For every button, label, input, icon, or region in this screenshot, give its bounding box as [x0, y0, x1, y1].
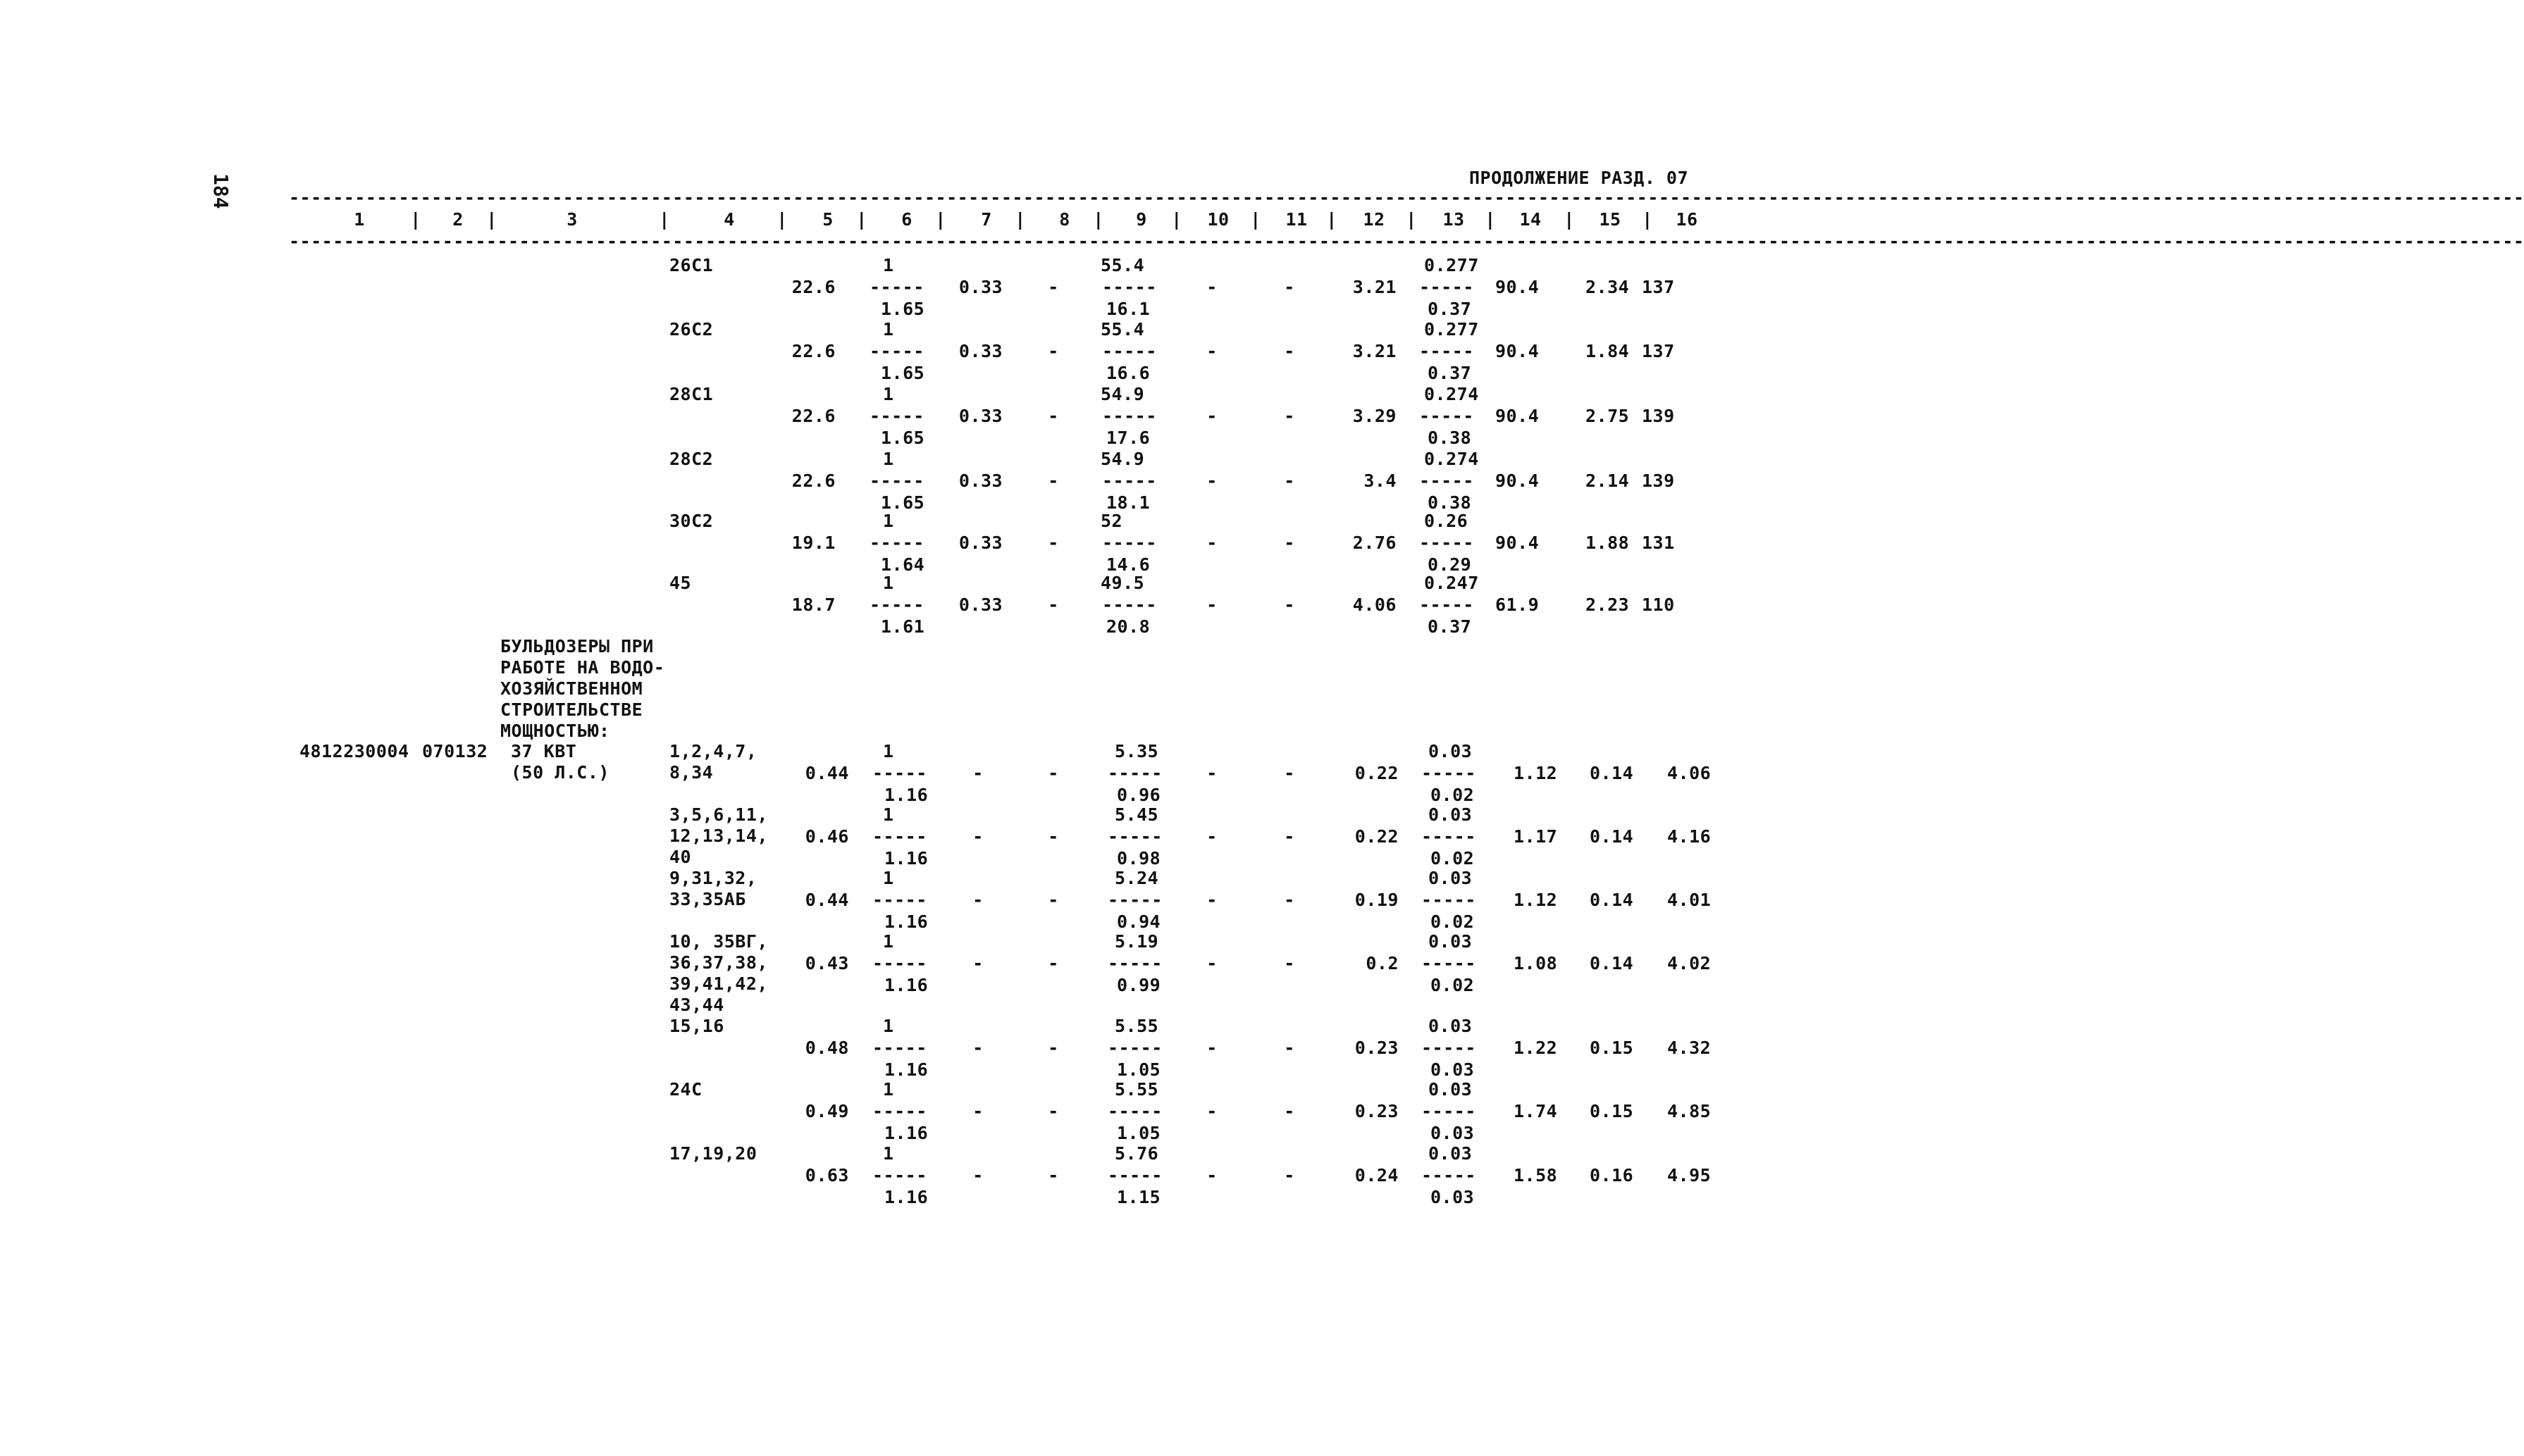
fraction-bar: ----- [1108, 826, 1163, 847]
row-code: 3,5,6,11, [669, 804, 768, 825]
cell-col-10: - [1206, 277, 1218, 297]
fraction-bar: ----- [1102, 595, 1157, 615]
cell-col-7: - [972, 1038, 984, 1058]
fraction-numerator: 0.277 [1424, 319, 1479, 340]
fraction-bar: ----- [872, 953, 927, 973]
cell-col-16: 139 [1642, 406, 1675, 426]
fraction-numerator: 5.55 [1115, 1079, 1159, 1100]
fraction-numerator: 5.24 [1115, 868, 1159, 888]
row-code: 28С1 [669, 384, 714, 404]
row-code: 9,31,32, [669, 868, 757, 888]
row-code: 28С2 [669, 449, 714, 469]
column-separator: | [1250, 209, 1261, 230]
fraction-bar: ----- [1102, 471, 1157, 491]
cell-col-8: - [1048, 890, 1059, 910]
row-code: 40 [669, 847, 692, 867]
fraction-denominator: 1.65 [881, 492, 925, 513]
cell-col-12: 3.4 [1363, 471, 1397, 491]
fraction-bar: ----- [870, 406, 924, 426]
cell-col-5: 0.63 [805, 1165, 849, 1186]
fraction-denominator: 0.03 [1430, 1059, 1475, 1080]
fraction-denominator: 20.8 [1106, 616, 1151, 637]
cell-col-12: 0.2 [1366, 953, 1399, 973]
column-separator: | [486, 209, 497, 230]
cell-col-10: - [1206, 953, 1218, 973]
cell-col-8: - [1048, 341, 1059, 361]
cell-col-7: - [972, 1165, 984, 1186]
column-separator: | [1015, 209, 1026, 230]
column-header-7: 7 [981, 209, 992, 230]
cell-col-12: 0.22 [1354, 763, 1399, 783]
fraction-bar: ----- [1419, 595, 1474, 615]
fraction-denominator: 0.99 [1117, 975, 1161, 995]
cell-col-14: 90.4 [1495, 341, 1540, 361]
fraction-denominator: 1.16 [884, 1123, 929, 1143]
cell-col-12: 3.21 [1352, 341, 1397, 361]
cell-col-14: 90.4 [1495, 471, 1540, 491]
fraction-numerator: 54.9 [1101, 449, 1145, 469]
fraction-bar: ----- [872, 1165, 927, 1186]
column-header-1: 1 [354, 209, 365, 230]
cell-col-14: 61.9 [1495, 595, 1540, 615]
fraction-bar: ----- [1421, 1038, 1476, 1058]
section-heading-line: СТРОИТЕЛЬСТВЕ [500, 699, 643, 720]
fraction-denominator: 1.16 [884, 1059, 929, 1080]
fraction-bar: ----- [1421, 1165, 1476, 1186]
fraction-numerator: 55.4 [1101, 319, 1145, 340]
cell-col-15: 2.14 [1585, 471, 1630, 491]
fraction-bar: ----- [870, 533, 924, 553]
cell-col-10: - [1206, 763, 1218, 783]
cell-col-12: 3.29 [1352, 406, 1397, 426]
cell-col-15: 0.15 [1590, 1101, 1634, 1121]
fraction-denominator: 0.38 [1428, 428, 1472, 448]
fraction-numerator: 1 [883, 741, 894, 761]
row-code: 1,2,4,7, [669, 741, 757, 761]
cell-col-10: - [1206, 1165, 1218, 1186]
column-header-6: 6 [901, 209, 913, 230]
fraction-bar: ----- [1419, 533, 1474, 553]
cell-col-8: - [1048, 1101, 1059, 1121]
column-separator: | [1093, 209, 1104, 230]
cell-col-8: - [1048, 1165, 1059, 1186]
fraction-numerator: 1 [883, 931, 894, 952]
fraction-numerator: 49.5 [1101, 573, 1145, 593]
cell-col-11: - [1284, 1165, 1295, 1186]
fraction-denominator: 1.05 [1117, 1059, 1161, 1080]
cell-col-3: 37 КВТ [511, 741, 577, 761]
fraction-denominator: 1.65 [881, 428, 925, 448]
fraction-denominator: 0.98 [1117, 848, 1161, 869]
fraction-numerator: 1 [883, 1143, 894, 1164]
column-separator: | [935, 209, 946, 230]
cell-col-11: - [1284, 953, 1295, 973]
column-header-13: 13 [1442, 209, 1465, 230]
column-separator: | [856, 209, 867, 230]
cell-col-5: 0.44 [805, 890, 849, 910]
cell-col-5: 22.6 [791, 277, 836, 297]
cell-col-8: - [1048, 595, 1059, 615]
fraction-numerator: 5.55 [1115, 1016, 1159, 1036]
column-separator: | [1326, 209, 1337, 230]
cell-col-16: 4.01 [1667, 890, 1712, 910]
fraction-bar: ----- [1419, 341, 1474, 361]
cell-col-7: 0.33 [958, 471, 1003, 491]
cell-col-8: - [1048, 1038, 1059, 1058]
fraction-bar: ----- [870, 341, 924, 361]
cell-col-8: - [1048, 826, 1059, 847]
cell-col-16: 4.95 [1667, 1165, 1712, 1186]
cell-col-2: 070132 [422, 741, 488, 761]
fraction-denominator: 0.29 [1428, 554, 1472, 575]
cell-col-11: - [1284, 826, 1295, 847]
fraction-denominator: 16.6 [1106, 363, 1151, 383]
cell-col-14: 1.22 [1514, 1038, 1558, 1058]
column-header-16: 16 [1676, 209, 1698, 230]
fraction-bar: ----- [870, 277, 924, 297]
cell-col-5: 0.46 [805, 826, 849, 847]
fraction-denominator: 0.02 [1430, 975, 1475, 995]
column-header-2: 2 [452, 209, 464, 230]
column-separator: | [1642, 209, 1653, 230]
fraction-numerator: 1 [883, 868, 894, 888]
cell-col-16: 137 [1642, 277, 1675, 297]
fraction-bar: ----- [1421, 826, 1476, 847]
header-rule-top: ------------------------------------------------------------------------------------------------------------------------------------------------------------------------------------------------------------ [289, 187, 2524, 208]
cell-col-12: 0.19 [1354, 890, 1399, 910]
column-header-4: 4 [724, 209, 735, 230]
cell-col-11: - [1284, 763, 1295, 783]
fraction-bar: ----- [1419, 277, 1474, 297]
fraction-bar: ----- [1108, 953, 1163, 973]
column-header-14: 14 [1519, 209, 1542, 230]
fraction-denominator: 1.16 [884, 911, 929, 932]
cell-col-12: 0.23 [1354, 1038, 1399, 1058]
section-heading-line: ХОЗЯЙСТВЕННОМ [500, 678, 643, 699]
fraction-bar: ----- [1419, 406, 1474, 426]
column-header-3: 3 [567, 209, 578, 230]
cell-col-5: 0.48 [805, 1038, 849, 1058]
cell-col-14: 90.4 [1495, 533, 1540, 553]
cell-col-7: 0.33 [958, 595, 1003, 615]
fraction-numerator: 0.03 [1428, 1143, 1473, 1164]
cell-col-10: - [1206, 341, 1218, 361]
cell-col-11: - [1284, 1101, 1295, 1121]
cell-col-7: - [972, 1101, 984, 1121]
cell-col-5: 0.44 [805, 763, 849, 783]
cell-col-8: - [1048, 763, 1059, 783]
cell-col-11: - [1284, 890, 1295, 910]
cell-col-8: - [1048, 471, 1059, 491]
fraction-bar: ----- [872, 1101, 927, 1121]
cell-col-7: 0.33 [958, 341, 1003, 361]
cell-col-10: - [1206, 595, 1218, 615]
cell-col-15: 2.75 [1585, 406, 1630, 426]
fraction-numerator: 5.35 [1115, 741, 1159, 761]
cell-col-7: - [972, 953, 984, 973]
fraction-bar: ----- [1108, 890, 1163, 910]
fraction-numerator: 1 [883, 804, 894, 825]
fraction-denominator: 1.64 [881, 554, 925, 575]
fraction-numerator: 1 [883, 319, 894, 340]
fraction-denominator: 1.65 [881, 299, 925, 319]
cell-col-5: 19.1 [791, 533, 836, 553]
cell-col-16: 4.32 [1667, 1038, 1712, 1058]
fraction-denominator: 0.03 [1430, 1123, 1475, 1143]
fraction-bar: ----- [870, 471, 924, 491]
column-separator: | [1406, 209, 1417, 230]
row-code: 10, 35ВГ, [669, 931, 768, 952]
cell-col-11: - [1284, 341, 1295, 361]
cell-col-12: 2.76 [1352, 533, 1397, 553]
cell-col-10: - [1206, 890, 1218, 910]
fraction-numerator: 0.03 [1428, 931, 1473, 952]
row-code: 26С1 [669, 255, 714, 275]
fraction-bar: ----- [1108, 1101, 1163, 1121]
row-code: 24С [669, 1079, 703, 1100]
cell-col-16: 4.85 [1667, 1101, 1712, 1121]
cell-col-12: 0.23 [1354, 1101, 1399, 1121]
cell-col-5: 0.49 [805, 1101, 849, 1121]
cell-col-11: - [1284, 1038, 1295, 1058]
cell-col-11: - [1284, 471, 1295, 491]
cell-col-15: 0.15 [1590, 1038, 1634, 1058]
cell-col-15: 2.34 [1585, 277, 1630, 297]
fraction-denominator: 0.37 [1428, 363, 1472, 383]
fraction-numerator: 5.45 [1115, 804, 1159, 825]
fraction-bar: ----- [872, 1038, 927, 1058]
fraction-denominator: 1.61 [881, 616, 925, 637]
cell-col-10: - [1206, 533, 1218, 553]
cell-col-11: - [1284, 277, 1295, 297]
row-code: 30С2 [669, 511, 714, 531]
fraction-numerator: 0.274 [1424, 449, 1479, 469]
column-separator: | [659, 209, 670, 230]
row-code: 33,35АБ [669, 889, 746, 909]
cell-col-14: 1.12 [1514, 763, 1558, 783]
cell-col-15: 0.14 [1590, 953, 1634, 973]
cell-col-14: 1.74 [1514, 1101, 1558, 1121]
fraction-denominator: 0.02 [1430, 848, 1475, 869]
fraction-bar: ----- [872, 826, 927, 847]
fraction-numerator: 0.03 [1428, 804, 1473, 825]
cell-col-7: - [972, 763, 984, 783]
cell-col-12: 4.06 [1352, 595, 1397, 615]
fraction-bar: ----- [1102, 406, 1157, 426]
cell-col-10: - [1206, 406, 1218, 426]
fraction-numerator: 1 [883, 573, 894, 593]
cell-col-14: 1.17 [1514, 826, 1558, 847]
fraction-bar: ----- [1419, 471, 1474, 491]
fraction-numerator: 1 [883, 449, 894, 469]
fraction-numerator: 0.247 [1424, 573, 1479, 593]
fraction-bar: ----- [1421, 890, 1476, 910]
cell-col-11: - [1284, 406, 1295, 426]
header-rule-bottom: ------------------------------------------------------------------------------------------------------------------------------------------------------------------------------------------------------------ [289, 231, 2524, 251]
fraction-bar: ----- [1108, 1165, 1163, 1186]
fraction-numerator: 52 [1101, 511, 1123, 531]
fraction-numerator: 0.277 [1424, 255, 1479, 275]
fraction-denominator: 0.03 [1430, 1187, 1475, 1207]
column-separator: | [1171, 209, 1182, 230]
fraction-bar: ----- [872, 763, 927, 783]
cell-col-7: 0.33 [958, 277, 1003, 297]
column-header-5: 5 [822, 209, 834, 230]
fraction-denominator: 1.05 [1117, 1123, 1161, 1143]
cell-col-12: 3.21 [1352, 277, 1397, 297]
row-code: 26С2 [669, 319, 714, 340]
column-separator: | [1485, 209, 1496, 230]
cell-col-5: 22.6 [791, 341, 836, 361]
cell-col-15: 1.88 [1585, 533, 1630, 553]
cell-col-16: 4.06 [1667, 763, 1712, 783]
fraction-denominator: 0.37 [1428, 299, 1472, 319]
cell-col-7: - [972, 890, 984, 910]
cell-col-10: - [1206, 1038, 1218, 1058]
column-header-8: 8 [1059, 209, 1070, 230]
fraction-numerator: 1 [883, 384, 894, 404]
fraction-denominator: 18.1 [1106, 492, 1151, 513]
fraction-denominator: 1.16 [884, 1187, 929, 1207]
cell-col-8: - [1048, 533, 1059, 553]
fraction-denominator: 17.6 [1106, 428, 1151, 448]
cell-col-11: - [1284, 533, 1295, 553]
fraction-denominator: 1.15 [1117, 1187, 1161, 1207]
fraction-numerator: 1 [883, 1079, 894, 1100]
fraction-numerator: 54.9 [1101, 384, 1145, 404]
row-code: 8,34 [669, 762, 714, 783]
fraction-bar: ----- [1108, 1038, 1163, 1058]
fraction-denominator: 1.16 [884, 785, 929, 805]
fraction-bar: ----- [1102, 533, 1157, 553]
fraction-numerator: 0.03 [1428, 1079, 1473, 1100]
cell-col-5: 22.6 [791, 406, 836, 426]
cell-col-15: 0.14 [1590, 763, 1634, 783]
cell-col-16: 139 [1642, 471, 1675, 491]
fraction-numerator: 1 [883, 1016, 894, 1036]
cell-col-14: 1.58 [1514, 1165, 1558, 1186]
fraction-numerator: 1 [883, 255, 894, 275]
cell-col-5: 18.7 [791, 595, 836, 615]
fraction-numerator: 0.03 [1428, 741, 1473, 761]
page-number: 184 [209, 173, 233, 209]
section-heading-line: МОЩНОСТЬЮ: [500, 721, 610, 741]
fraction-bar: ----- [872, 890, 927, 910]
cell-col-10: - [1206, 471, 1218, 491]
cell-col-10: - [1206, 1101, 1218, 1121]
cell-col-1: 4812230004 [299, 741, 409, 761]
row-code: 43,44 [669, 995, 724, 1015]
row-code: 36,37,38, [669, 952, 768, 973]
section-heading-line: БУЛЬДОЗЕРЫ ПРИ [500, 636, 654, 657]
fraction-denominator: 0.38 [1428, 492, 1472, 513]
fraction-numerator: 1 [883, 511, 894, 531]
fraction-bar: ----- [1102, 341, 1157, 361]
column-separator: | [777, 209, 788, 230]
cell-col-8: - [1048, 953, 1059, 973]
cell-col-15: 1.84 [1585, 341, 1630, 361]
fraction-numerator: 5.76 [1115, 1143, 1159, 1164]
fraction-denominator: 0.02 [1430, 785, 1475, 805]
row-code: 39,41,42, [669, 973, 768, 994]
cell-col-14: 90.4 [1495, 277, 1540, 297]
cell-col-16: 137 [1642, 341, 1675, 361]
fraction-denominator: 16.1 [1106, 299, 1151, 319]
column-header-10: 10 [1207, 209, 1230, 230]
cell-col-7: - [972, 826, 984, 847]
fraction-bar: ----- [1102, 277, 1157, 297]
fraction-denominator: 0.94 [1117, 911, 1161, 932]
column-header-15: 15 [1599, 209, 1621, 230]
cell-col-8: - [1048, 277, 1059, 297]
cell-col-8: - [1048, 406, 1059, 426]
column-header-12: 12 [1363, 209, 1385, 230]
cell-col-12: 0.22 [1354, 826, 1399, 847]
cell-col-3: (50 Л.С.) [511, 762, 610, 783]
cell-col-16: 131 [1642, 533, 1675, 553]
fraction-denominator: 1.65 [881, 363, 925, 383]
fraction-denominator: 0.96 [1117, 785, 1161, 805]
fraction-numerator: 5.19 [1115, 931, 1159, 952]
cell-col-15: 2.23 [1585, 595, 1630, 615]
fraction-bar: ----- [1108, 763, 1163, 783]
cell-col-5: 0.43 [805, 953, 849, 973]
cell-col-7: 0.33 [958, 533, 1003, 553]
fraction-bar: ----- [1421, 763, 1476, 783]
row-code: 45 [669, 573, 692, 593]
cell-col-15: 0.14 [1590, 890, 1634, 910]
fraction-denominator: 1.16 [884, 975, 929, 995]
fraction-bar: ----- [1421, 953, 1476, 973]
cell-col-15: 0.16 [1590, 1165, 1634, 1186]
cell-col-11: - [1284, 595, 1295, 615]
fraction-numerator: 0.274 [1424, 384, 1479, 404]
cell-col-14: 90.4 [1495, 406, 1540, 426]
cell-col-14: 1.08 [1514, 953, 1558, 973]
row-code: 12,13,14, [669, 826, 768, 846]
cell-col-16: 4.16 [1667, 826, 1712, 847]
cell-col-16: 4.02 [1667, 953, 1712, 973]
cell-col-10: - [1206, 826, 1218, 847]
cell-col-14: 1.12 [1514, 890, 1558, 910]
fraction-bar: ----- [1421, 1101, 1476, 1121]
cell-col-12: 0.24 [1354, 1165, 1399, 1186]
fraction-denominator: 14.6 [1106, 554, 1151, 575]
section-heading-line: РАБОТЕ НА ВОДО- [500, 657, 665, 678]
column-header-9: 9 [1136, 209, 1147, 230]
fraction-numerator: 55.4 [1101, 255, 1145, 275]
fraction-bar: ----- [870, 595, 924, 615]
cell-col-5: 22.6 [791, 471, 836, 491]
row-code: 15,16 [669, 1016, 724, 1036]
cell-col-7: 0.33 [958, 406, 1003, 426]
cell-col-16: 110 [1642, 595, 1675, 615]
fraction-denominator: 1.16 [884, 848, 929, 869]
fraction-numerator: 0.03 [1428, 1016, 1473, 1036]
row-code: 17,19,20 [669, 1143, 757, 1164]
fraction-denominator: 0.37 [1428, 616, 1472, 637]
fraction-numerator: 0.26 [1424, 511, 1468, 531]
cell-col-15: 0.14 [1590, 826, 1634, 847]
fraction-denominator: 0.02 [1430, 911, 1475, 932]
column-separator: | [1564, 209, 1575, 230]
column-header-11: 11 [1285, 209, 1308, 230]
section-continuation-title: ПРОДОЛЖЕНИЕ РАЗД. 07 [1469, 168, 1689, 188]
fraction-numerator: 0.03 [1428, 868, 1473, 888]
column-separator: | [410, 209, 421, 230]
